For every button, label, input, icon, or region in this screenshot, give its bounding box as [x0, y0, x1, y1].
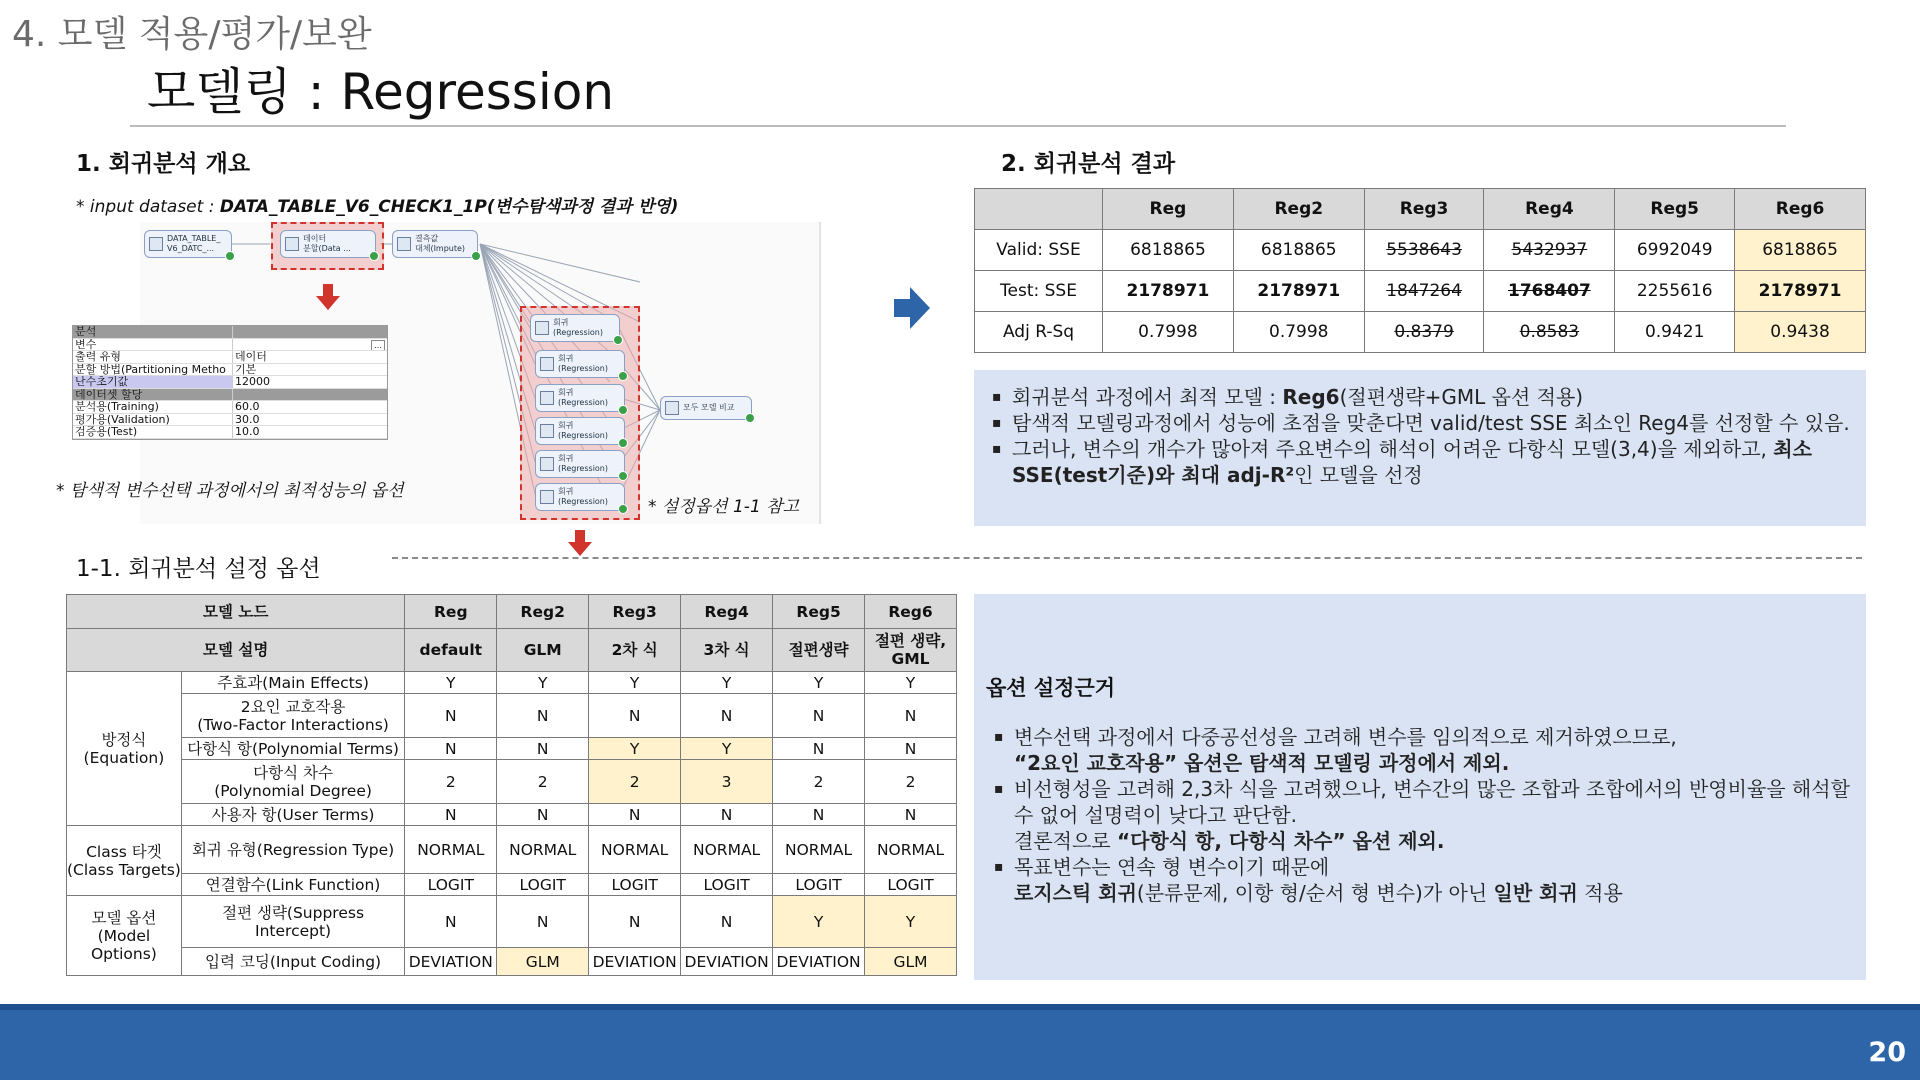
results-row-valid-sse: [975, 230, 1866, 271]
options-desc-cell: 3차 식: [681, 629, 773, 672]
flow-node-label: 데이터 분할(Data ...: [303, 234, 351, 253]
bullet-bold: 일반 회귀: [1493, 881, 1578, 905]
results-cell: 0.8379: [1364, 312, 1484, 353]
options-cell: LOGIT: [865, 874, 957, 896]
options-row: [67, 874, 957, 896]
optimal-option-note: * 탐색적 변수선택 과정에서의 최적성능의 옵션: [56, 481, 404, 501]
options-node-header: 모델 노드: [67, 595, 405, 629]
options-row: [67, 760, 957, 804]
results-col-header: Reg6: [1735, 189, 1866, 230]
options-desc-row: [67, 629, 957, 672]
options-row-label: 2요인 교호작용 (Two-Factor Interactions): [181, 694, 404, 738]
prop-key: 분석: [73, 326, 233, 338]
props-row[interactable]: [73, 364, 387, 377]
options-desc-cell: default: [405, 629, 497, 672]
options-cell: N: [865, 738, 957, 760]
summary-bullet: [984, 410, 1850, 436]
regression-icon: [540, 357, 554, 371]
options-cell: 2: [773, 760, 865, 804]
options-desc-header: 모델 설명: [67, 629, 405, 672]
options-cell: Y: [405, 672, 497, 694]
rationale-box: [974, 594, 1866, 980]
options-cell: 2: [405, 760, 497, 804]
bullet-bold: 로지스틱 회귀: [1014, 881, 1137, 905]
options-row: [67, 896, 957, 948]
options-cell: N: [865, 804, 957, 826]
flow-node-label: 모두 모델 비교: [683, 403, 735, 412]
options-heading: 1-1. 회귀분석 설정 옵션: [76, 556, 321, 582]
partition-icon: [285, 237, 299, 251]
results-row-label: Adj R-Sq: [975, 312, 1103, 353]
down-arrow-icon: [568, 530, 592, 556]
status-ok-icon: [745, 413, 755, 423]
results-col-header: Reg5: [1615, 189, 1735, 230]
options-node-row: [67, 595, 957, 629]
results-cell: 5538643: [1364, 230, 1484, 271]
bullet-text: 목표변수는 연속 형 변수이기 때문에: [1014, 855, 1330, 879]
flow-node-partition[interactable]: [280, 230, 376, 258]
options-cell: Y: [773, 672, 865, 694]
options-cell: N: [773, 804, 865, 826]
options-cell: N: [497, 896, 589, 948]
flow-node-label: 회귀 (Regression): [558, 388, 608, 407]
properties-panel: [72, 325, 388, 440]
prop-value: [233, 326, 387, 338]
status-ok-icon: [471, 251, 481, 261]
prop-value: 10.0: [235, 426, 260, 438]
results-row-adj-rsq: [975, 312, 1866, 353]
options-cell: NORMAL: [865, 826, 957, 874]
title-divider: [130, 125, 1786, 127]
status-ok-icon: [225, 251, 235, 261]
flow-node-regression-2[interactable]: [535, 350, 625, 378]
options-cell: N: [681, 896, 773, 948]
options-cell: N: [681, 694, 773, 738]
prop-value: 30.0: [235, 413, 260, 425]
results-cell: 6818865: [1233, 230, 1364, 271]
bullet-bold: 최소 SSE(test기준)와 최대 adj-R²: [1012, 437, 1812, 487]
props-row: [73, 326, 387, 339]
options-desc-cell: GLM: [497, 629, 589, 672]
prop-key: 분할 방법(Partitioning Metho: [73, 364, 233, 376]
options-row: [67, 694, 957, 738]
prop-value: 데이터: [235, 351, 267, 363]
bullet-text: 비선형성을 고려해 2,3차 식을 고려했으나, 변수간의 많은 조합과 조합에서의 반영비율을 해석할 수 없어 설명력이 낮다고 판단함.: [1014, 777, 1850, 827]
prop-key: 데이터셋 할당: [73, 389, 233, 401]
options-row-label: 사용자 항(User Terms): [181, 804, 404, 826]
options-cell: LOGIT: [497, 874, 589, 896]
section-title: 4. 모델 적용/평가/보완: [12, 14, 372, 55]
results-cell: 0.8583: [1484, 312, 1615, 353]
status-ok-icon: [618, 504, 628, 514]
options-row: [67, 804, 957, 826]
options-row-label: 주효과(Main Effects): [181, 672, 404, 694]
prop-key: 검증용(Test): [73, 426, 233, 438]
regression-icon: [540, 457, 554, 471]
results-summary-box: [974, 370, 1866, 526]
flow-node-regression-1[interactable]: [530, 314, 620, 342]
results-row-test-sse: [975, 271, 1866, 312]
results-cell: 0.7998: [1233, 312, 1364, 353]
flow-node-impute[interactable]: [392, 230, 478, 258]
bullet-text: (분류문제, 이항 형/순서 형 변수)가 아닌: [1136, 881, 1494, 905]
options-cell: N: [497, 738, 589, 760]
options-cell: N: [497, 694, 589, 738]
impute-icon: [397, 237, 411, 251]
options-cell: 2: [497, 760, 589, 804]
flow-node-label: DATA_TABLE_ V6_DATC_...: [167, 234, 221, 253]
rationale-title: 옵션 설정근거: [986, 676, 1116, 700]
options-cell: Y: [681, 672, 773, 694]
options-cell: N: [589, 694, 681, 738]
options-cell: NORMAL: [773, 826, 865, 874]
options-row-label: 입력 코딩(Input Coding): [181, 948, 404, 976]
results-header-row: [975, 189, 1866, 230]
flow-node-label: 회귀 (Regression): [558, 421, 608, 440]
option-reference-note: * 설정옵션 1-1 참고: [648, 497, 800, 517]
rationale-bullet: [986, 854, 1850, 906]
options-row: [67, 672, 957, 694]
options-cell: LOGIT: [589, 874, 681, 896]
results-cell: 2178971: [1735, 271, 1866, 312]
options-row: [67, 826, 957, 874]
options-cell: Y: [681, 738, 773, 760]
options-row-label: 연결함수(Link Function): [181, 874, 404, 896]
prop-value: 기본: [235, 363, 257, 375]
right-arrow-icon: [894, 287, 930, 329]
results-cell: 0.7998: [1103, 312, 1234, 353]
options-cell: Y: [497, 672, 589, 694]
flow-node-label: 회귀 (Regression): [558, 487, 608, 506]
regression-icon: [535, 321, 549, 335]
options-group-label: 모델 옵션 (Model Options): [67, 896, 182, 976]
status-ok-icon: [618, 371, 628, 381]
bullet-bold: “다항식 항, 다항식 차수” 옵션 제외.: [1116, 829, 1445, 853]
options-cell: NORMAL: [405, 826, 497, 874]
options-cell: DEVIATION: [589, 948, 681, 976]
options-row-label: 절편 생략(Suppress Intercept): [181, 896, 404, 948]
options-row: [67, 738, 957, 760]
options-cell: Y: [865, 896, 957, 948]
options-cell: GLM: [497, 948, 589, 976]
options-cell: N: [405, 896, 497, 948]
options-cell: N: [773, 738, 865, 760]
footer-bar: [0, 1004, 1920, 1080]
bullet-text: 탐색적 모델링과정에서 성능에 초점을 맞춘다면 valid/test SSE 최소인 Reg4를 선정할 수 있음.: [1012, 411, 1850, 435]
prop-value: [233, 389, 387, 401]
options-row: [67, 948, 957, 976]
options-cell: Y: [773, 896, 865, 948]
props-row[interactable]: [73, 401, 387, 414]
results-col-header: Reg2: [1233, 189, 1364, 230]
status-ok-icon: [618, 471, 628, 481]
options-group-label: 방정식 (Equation): [67, 672, 182, 826]
results-cell: 0.9421: [1615, 312, 1735, 353]
options-cell: N: [497, 804, 589, 826]
input-dataset-note: [76, 192, 678, 217]
flow-node-label: 회귀 (Regression): [553, 318, 603, 337]
results-row-label: Valid: SSE: [975, 230, 1103, 271]
options-cell: N: [589, 804, 681, 826]
prop-value: [233, 339, 387, 351]
compare-icon: [665, 401, 679, 415]
results-cell: 2178971: [1103, 271, 1234, 312]
props-row[interactable]: [73, 426, 387, 439]
results-cell: 1847264: [1364, 271, 1484, 312]
options-row-label: 다항식 차수 (Polynomial Degree): [181, 760, 404, 804]
options-cell: N: [865, 694, 957, 738]
prop-key: 평가용(Validation): [73, 414, 233, 426]
status-ok-icon: [369, 251, 379, 261]
bullet-text: 적용: [1577, 881, 1623, 905]
props-row[interactable]: [73, 414, 387, 427]
ellipsis-button-icon[interactable]: …: [371, 340, 385, 351]
options-col-header: Reg: [405, 595, 497, 629]
options-cell: NORMAL: [589, 826, 681, 874]
options-cell: Y: [589, 672, 681, 694]
input-dataset-prefix: * input dataset :: [76, 197, 220, 217]
bullet-text: 결론적으로: [1014, 829, 1117, 853]
options-cell: GLM: [865, 948, 957, 976]
options-cell: LOGIT: [681, 874, 773, 896]
rationale-bullet: [986, 724, 1850, 776]
summary-bullet: [984, 384, 1850, 410]
results-cell: 6818865: [1735, 230, 1866, 271]
options-cell: DEVIATION: [405, 948, 497, 976]
results-cell: 6992049: [1615, 230, 1735, 271]
down-arrow-icon: [316, 284, 340, 310]
options-desc-cell: 절편생략: [773, 629, 865, 672]
options-desc-cell: 절편 생략, GML: [865, 629, 957, 672]
options-col-header: Reg2: [497, 595, 589, 629]
results-col-header: Reg: [1103, 189, 1234, 230]
summary-bullet: [984, 436, 1850, 488]
props-row[interactable]: [73, 339, 387, 352]
flow-node-regression-4[interactable]: [535, 417, 625, 445]
options-cell: N: [681, 804, 773, 826]
flow-node-regression-5[interactable]: [535, 450, 625, 478]
options-cell: 2: [589, 760, 681, 804]
prop-key: 난수초기값: [73, 376, 233, 388]
options-col-header: Reg6: [865, 595, 957, 629]
status-ok-icon: [618, 438, 628, 448]
results-row-label: Test: SSE: [975, 271, 1103, 312]
options-cell: N: [405, 694, 497, 738]
options-cell: DEVIATION: [681, 948, 773, 976]
options-col-header: Reg5: [773, 595, 865, 629]
slide-title: 모델링 : Regression: [147, 63, 615, 121]
props-row[interactable]: [73, 351, 387, 364]
results-cell: 0.9438: [1735, 312, 1866, 353]
options-cell: Y: [865, 672, 957, 694]
bullet-bold: “2요인 교호작용” 옵션은 탐색적 모델링 과정에서 제외.: [1014, 751, 1510, 775]
results-cell: 2255616: [1615, 271, 1735, 312]
options-desc-cell: 2차 식: [589, 629, 681, 672]
prop-key: 변수: [73, 339, 233, 351]
results-table: [974, 188, 1866, 353]
flow-node-regression-3[interactable]: [535, 384, 625, 412]
bullet-text: (절편생략+GML 옵션 적용): [1339, 385, 1584, 409]
regression-icon: [540, 391, 554, 405]
results-cell: 5432937: [1484, 230, 1615, 271]
options-cell: Y: [589, 738, 681, 760]
bullet-text: 인 모델을 선정: [1294, 463, 1423, 487]
bullet-text: 변수선택 과정에서 다중공선성을 고려해 변수를 임의적으로 제거하였으므로,: [1014, 725, 1677, 749]
options-group-label: Class 타겟 (Class Targets): [67, 826, 182, 896]
options-cell: N: [773, 694, 865, 738]
flow-node-regression-6[interactable]: [535, 483, 625, 511]
bullet-bold: Reg6: [1282, 385, 1340, 409]
options-cell: 2: [865, 760, 957, 804]
rationale-bullet: [986, 776, 1850, 854]
regression-icon: [540, 424, 554, 438]
results-cell: 2178971: [1233, 271, 1364, 312]
props-row[interactable]: [73, 376, 387, 389]
options-cell: N: [405, 804, 497, 826]
options-cell: N: [405, 738, 497, 760]
results-cell: 1768407: [1484, 271, 1615, 312]
prop-key: 출력 유형: [73, 351, 233, 363]
page-number: 20: [1868, 1037, 1906, 1068]
flow-node-label: 결측값 대체(Impute): [415, 234, 466, 253]
section-separator: [392, 557, 1862, 559]
prop-key: 분석용(Training): [73, 401, 233, 413]
props-row: [73, 389, 387, 402]
flow-node-label: 회귀 (Regression): [558, 454, 608, 473]
results-col-header: Reg3: [1364, 189, 1484, 230]
overview-heading: 1. 회귀분석 개요: [76, 151, 251, 177]
options-col-header: Reg3: [589, 595, 681, 629]
bullet-text: 그러나, 변수의 개수가 많아져 주요변수의 해석이 어려운 다항식 모델(3,4)을 제외하고,: [1012, 437, 1774, 461]
options-cell: N: [589, 896, 681, 948]
prop-value: 60.0: [235, 401, 260, 413]
prop-value: 12000: [233, 376, 387, 388]
table-icon: [149, 237, 163, 251]
bullet-text: 회귀분석 과정에서 최적 모델 :: [1012, 385, 1283, 409]
options-cell: 3: [681, 760, 773, 804]
options-cell: NORMAL: [681, 826, 773, 874]
results-corner-cell: [975, 189, 1103, 230]
status-ok-icon: [613, 335, 623, 345]
results-heading: 2. 회귀분석 결과: [1001, 151, 1176, 177]
options-cell: LOGIT: [405, 874, 497, 896]
input-dataset-name: DATA_TABLE_V6_CHECK1_1P(변수탐색과정 결과 반영): [219, 197, 679, 217]
options-cell: DEVIATION: [773, 948, 865, 976]
options-col-header: Reg4: [681, 595, 773, 629]
flow-node-label: 회귀 (Regression): [558, 354, 608, 373]
flow-node-model-compare[interactable]: [660, 396, 752, 420]
options-cell: LOGIT: [773, 874, 865, 896]
options-row-label: 회귀 유형(Regression Type): [181, 826, 404, 874]
results-cell: 6818865: [1103, 230, 1234, 271]
status-ok-icon: [618, 405, 628, 415]
regression-icon: [540, 490, 554, 504]
options-cell: NORMAL: [497, 826, 589, 874]
options-table: [66, 594, 957, 976]
flow-node-data-table[interactable]: [144, 230, 232, 258]
options-row-label: 다항식 항(Polynomial Terms): [181, 738, 404, 760]
results-col-header: Reg4: [1484, 189, 1615, 230]
